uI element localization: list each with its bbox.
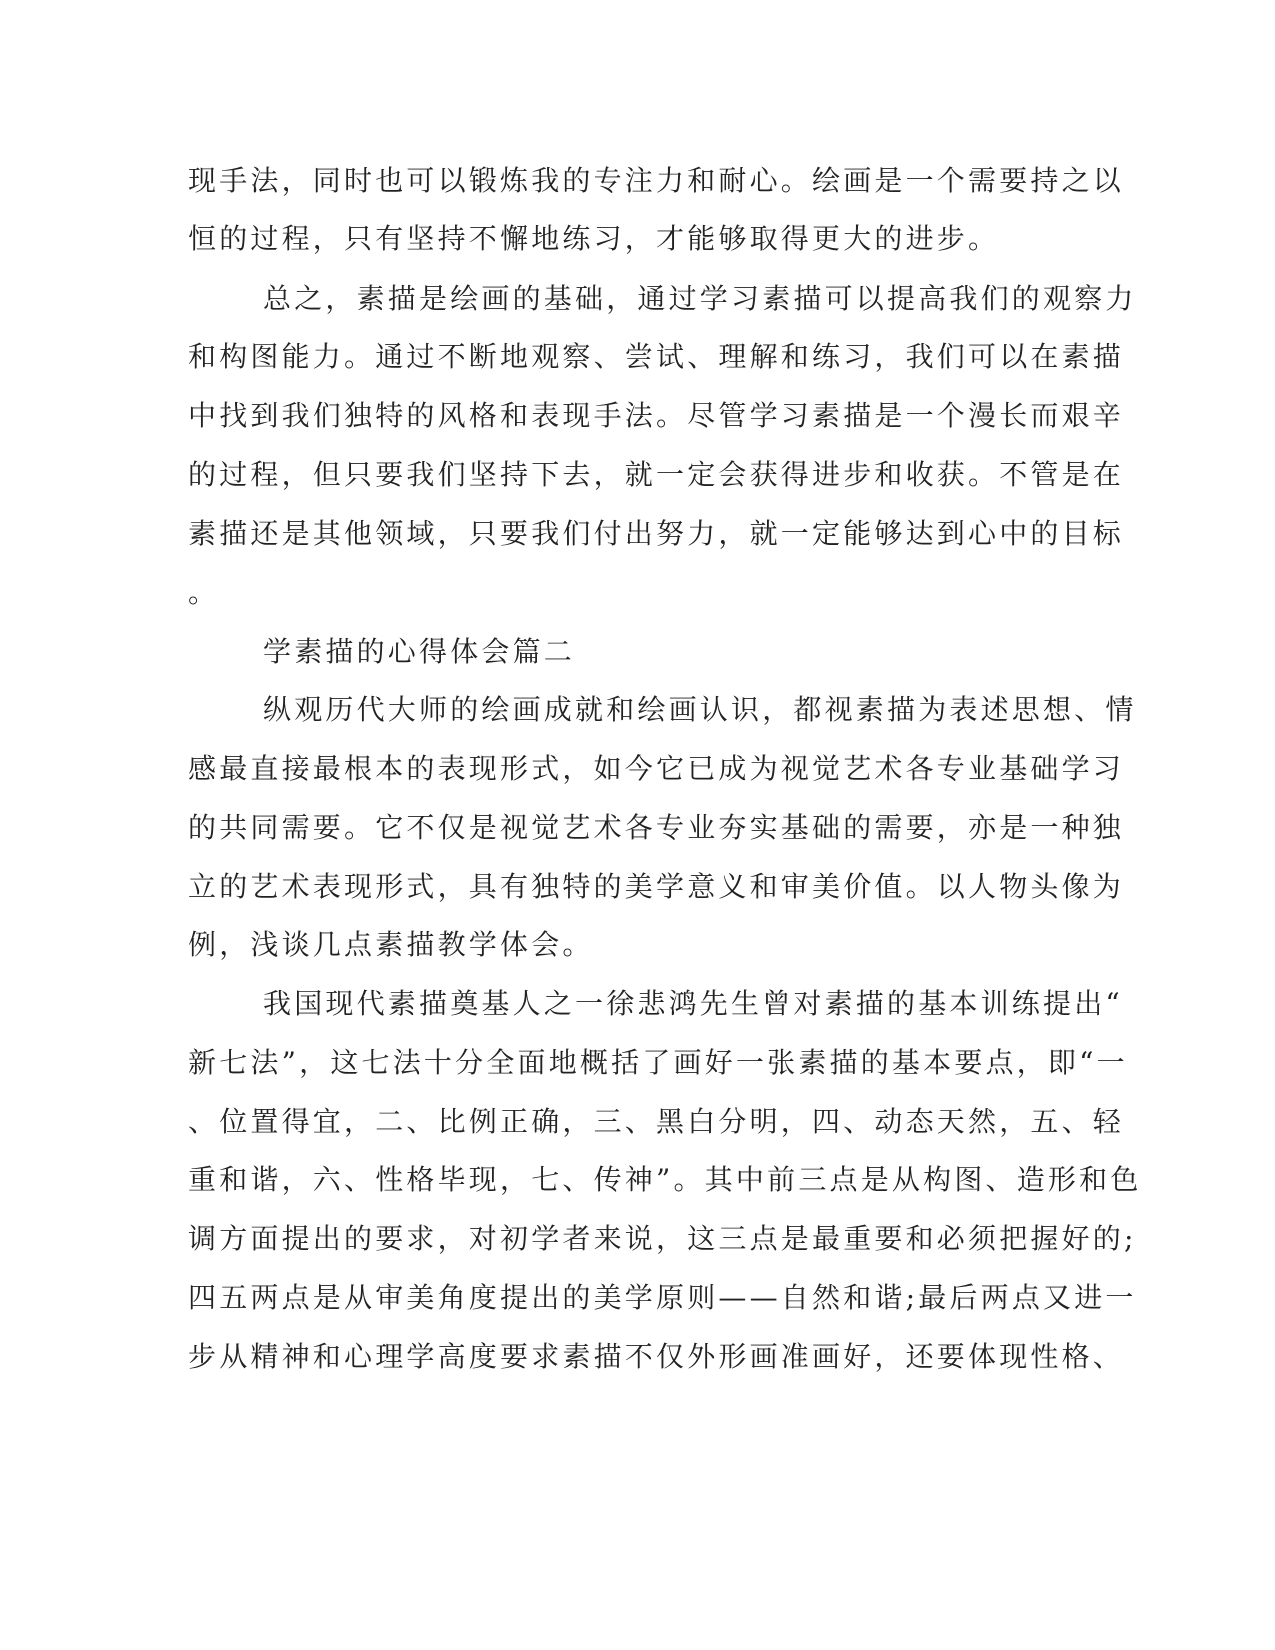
section-heading: 学素描的心得体会篇二: [263, 635, 576, 668]
text-line: 、位置得宜，二、比例正确，三、黑白分明，四、动态天然，五、轻: [188, 1105, 1125, 1138]
text-line: 素描还是其他领域，只要我们付出努力，就一定能够达到心中的目标: [188, 517, 1125, 550]
text-line: 恒的过程，只有坚持不懈地练习，才能够取得更大的进步。: [188, 222, 1000, 255]
text-line: 新七法”，这七法十分全面地概括了画好一张素描的基本要点，即“一: [188, 1046, 1128, 1079]
paragraph-line: 我国现代素描奠基人之一徐悲鸿先生曾对素描的基本训练提出“: [263, 987, 1123, 1020]
text-line: 现手法，同时也可以锻炼我的专注力和耐心。绘画是一个需要持之以: [188, 164, 1125, 197]
paragraph-line: 总之，素描是绘画的基础，通过学习素描可以提高我们的观察力: [263, 282, 1137, 315]
text-line: 和构图能力。通过不断地观察、尝试、理解和练习，我们可以在素描: [188, 340, 1125, 373]
text-line: 调方面提出的要求，对初学者来说，这三点是最重要和必须把握好的;: [188, 1222, 1137, 1255]
paragraph-line: 纵观历代大师的绘画成就和绘画认识，都视素描为表述思想、情: [263, 693, 1137, 726]
text-line: 感最直接最根本的表现形式，如今它已成为视觉艺术各专业基础学习: [188, 752, 1125, 785]
text-line: 的过程，但只要我们坚持下去，就一定会获得进步和收获。不管是在: [188, 458, 1125, 491]
text-line: 四五两点是从审美角度提出的美学原则——自然和谐;最后两点又进一: [188, 1281, 1137, 1314]
text-line: 重和谐，六、性格毕现，七、传神”。其中前三点是从构图、造形和色: [188, 1163, 1142, 1196]
text-line: 步从精神和心理学高度要求素描不仅外形画准画好，还要体现性格、: [188, 1340, 1125, 1373]
text-line: 立的艺术表现形式，具有独特的美学意义和审美价值。以人物头像为: [188, 870, 1125, 903]
text-line: 的共同需要。它不仅是视觉艺术各专业夯实基础的需要，亦是一种独: [188, 811, 1125, 844]
text-line: 。: [188, 576, 220, 609]
text-line: 中找到我们独特的风格和表现手法。尽管学习素描是一个漫长而艰辛: [188, 399, 1125, 432]
text-line: 例，浅谈几点素描教学体会。: [188, 928, 594, 961]
